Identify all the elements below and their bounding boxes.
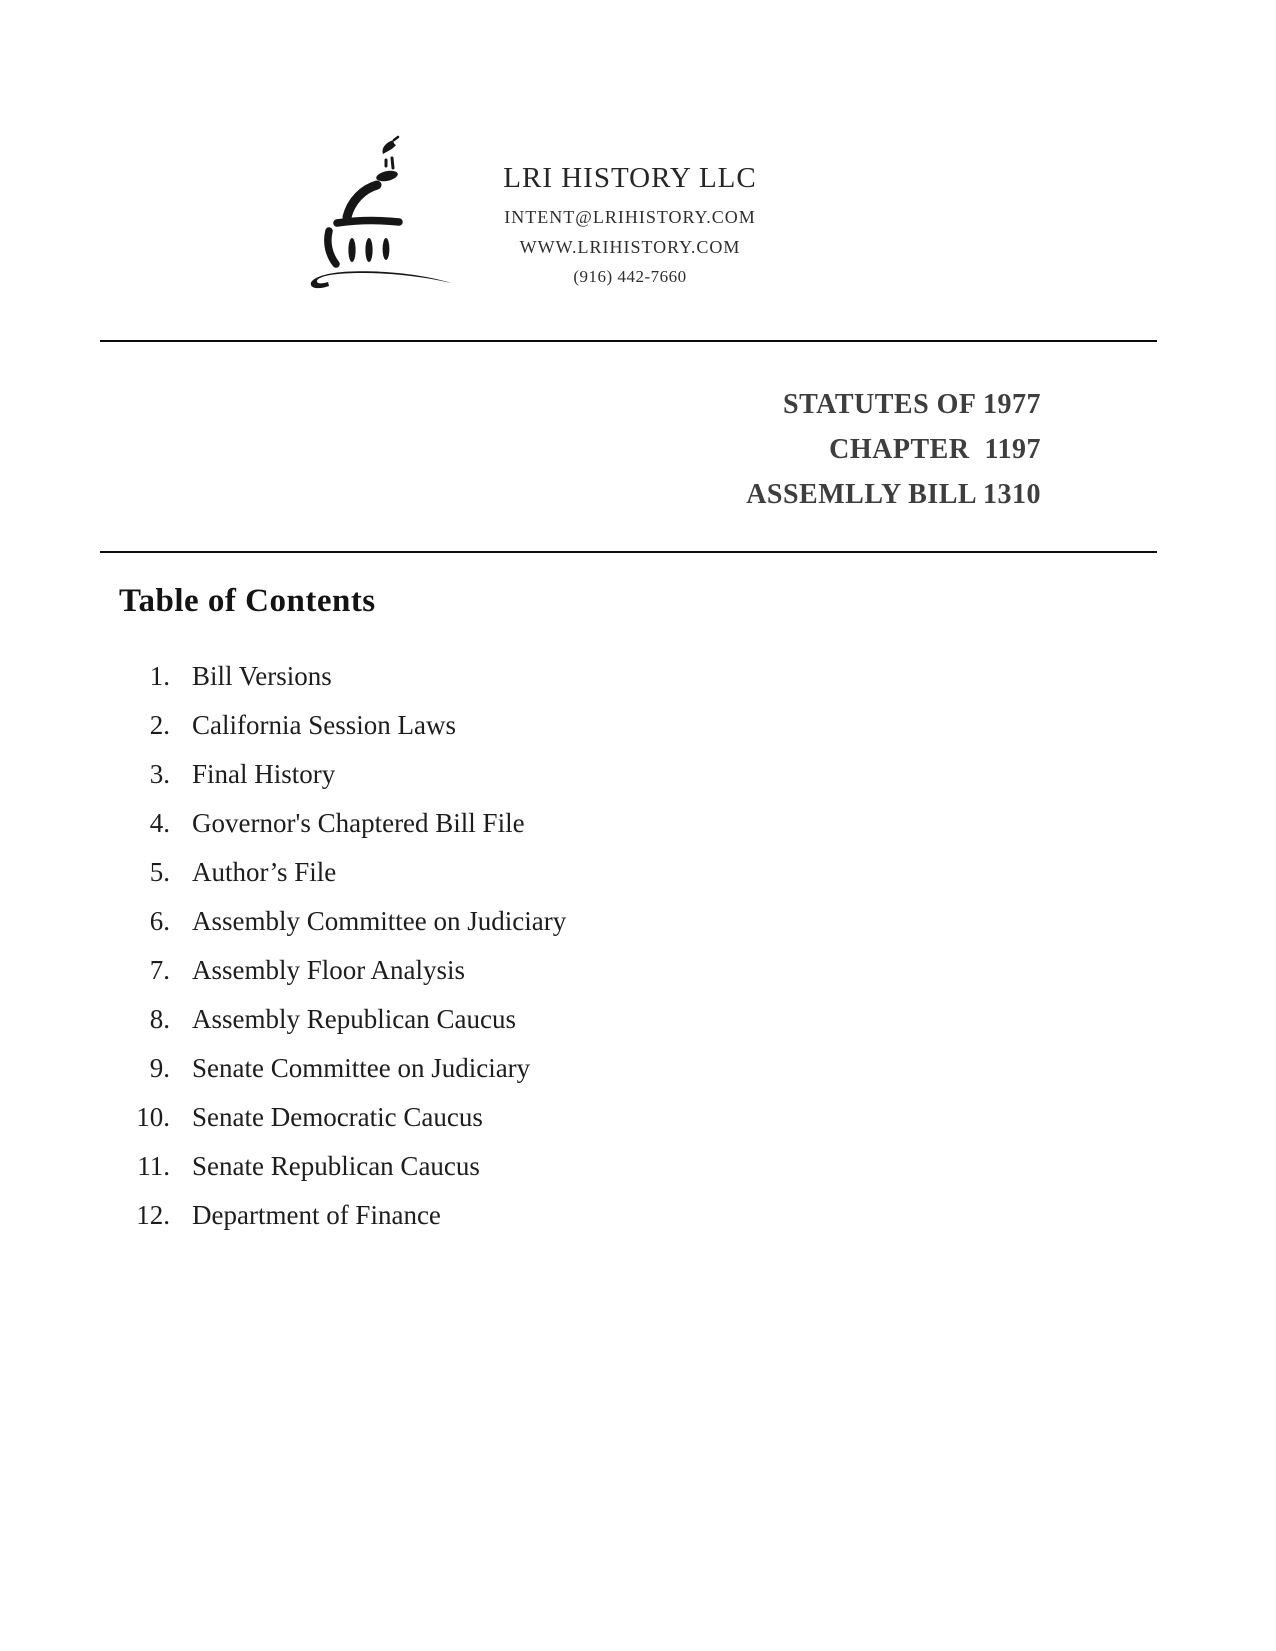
toc-item-label: California Session Laws bbox=[192, 710, 456, 740]
phone-text: (916) 442-7660 bbox=[573, 267, 687, 286]
toc-heading: Table of Contents bbox=[119, 583, 376, 619]
toc-item-label: Senate Committee on Judiciary bbox=[192, 1053, 531, 1083]
divider-top bbox=[100, 340, 1157, 342]
toc-item-number: 5. bbox=[149, 857, 170, 887]
website-text: WWW.LRIHISTORY.COM bbox=[519, 237, 741, 257]
toc-item bbox=[120, 946, 566, 995]
toc-item-number: 12. bbox=[136, 1200, 170, 1230]
toc-item-number: 10. bbox=[136, 1102, 170, 1132]
toc-item-number: 11. bbox=[137, 1151, 170, 1181]
toc-item bbox=[120, 750, 566, 799]
toc-item-label: Senate Democratic Caucus bbox=[192, 1102, 483, 1132]
toc-item-number: 9. bbox=[149, 1053, 170, 1083]
toc-item bbox=[120, 1191, 566, 1240]
toc-item bbox=[120, 995, 566, 1044]
toc-item bbox=[120, 799, 566, 848]
toc-item-label: Final History bbox=[192, 759, 336, 789]
toc-item-number: 4. bbox=[149, 808, 170, 838]
title-line-statutes: STATUTES OF 1977 bbox=[783, 389, 1041, 420]
toc-item bbox=[120, 1142, 566, 1191]
title-block bbox=[746, 382, 1041, 517]
toc-item bbox=[120, 1044, 566, 1093]
capitol-dome-logo-icon bbox=[298, 133, 460, 293]
letterhead-contact-block bbox=[450, 162, 810, 296]
toc-item-number: 6. bbox=[149, 906, 170, 936]
toc-item-label: Author’s File bbox=[192, 857, 337, 887]
toc-item-number: 7. bbox=[149, 955, 170, 985]
toc-item-number: 8. bbox=[149, 1004, 170, 1034]
toc-item bbox=[120, 848, 566, 897]
toc-item bbox=[120, 652, 566, 701]
toc-item bbox=[120, 1093, 566, 1142]
toc-item-label: Assembly Floor Analysis bbox=[192, 955, 466, 985]
title-line-chapter: CHAPTER 1197 bbox=[829, 434, 1041, 465]
title-line-bill: ASSEMLLY BILL 1310 bbox=[746, 479, 1041, 510]
toc-item-number: 3. bbox=[149, 759, 170, 789]
toc-item-label: Assembly Republican Caucus bbox=[192, 1004, 516, 1034]
divider-bottom bbox=[100, 551, 1157, 553]
toc-item-label: Bill Versions bbox=[192, 661, 332, 691]
toc-item-label: Assembly Committee on Judiciary bbox=[192, 906, 567, 936]
toc-item-label: Department of Finance bbox=[192, 1200, 441, 1230]
toc-item bbox=[120, 701, 566, 750]
toc-item-number: 1. bbox=[149, 661, 170, 691]
toc-list bbox=[120, 652, 566, 1240]
toc-item-label: Senate Republican Caucus bbox=[192, 1151, 480, 1181]
company-name: LRI HISTORY LLC bbox=[503, 162, 757, 194]
email-text: INTENT@LRIHISTORY.COM bbox=[504, 207, 756, 227]
toc-item-label: Governor's Chaptered Bill File bbox=[192, 808, 525, 838]
toc-item bbox=[120, 897, 566, 946]
toc-item-number: 2. bbox=[149, 710, 170, 740]
